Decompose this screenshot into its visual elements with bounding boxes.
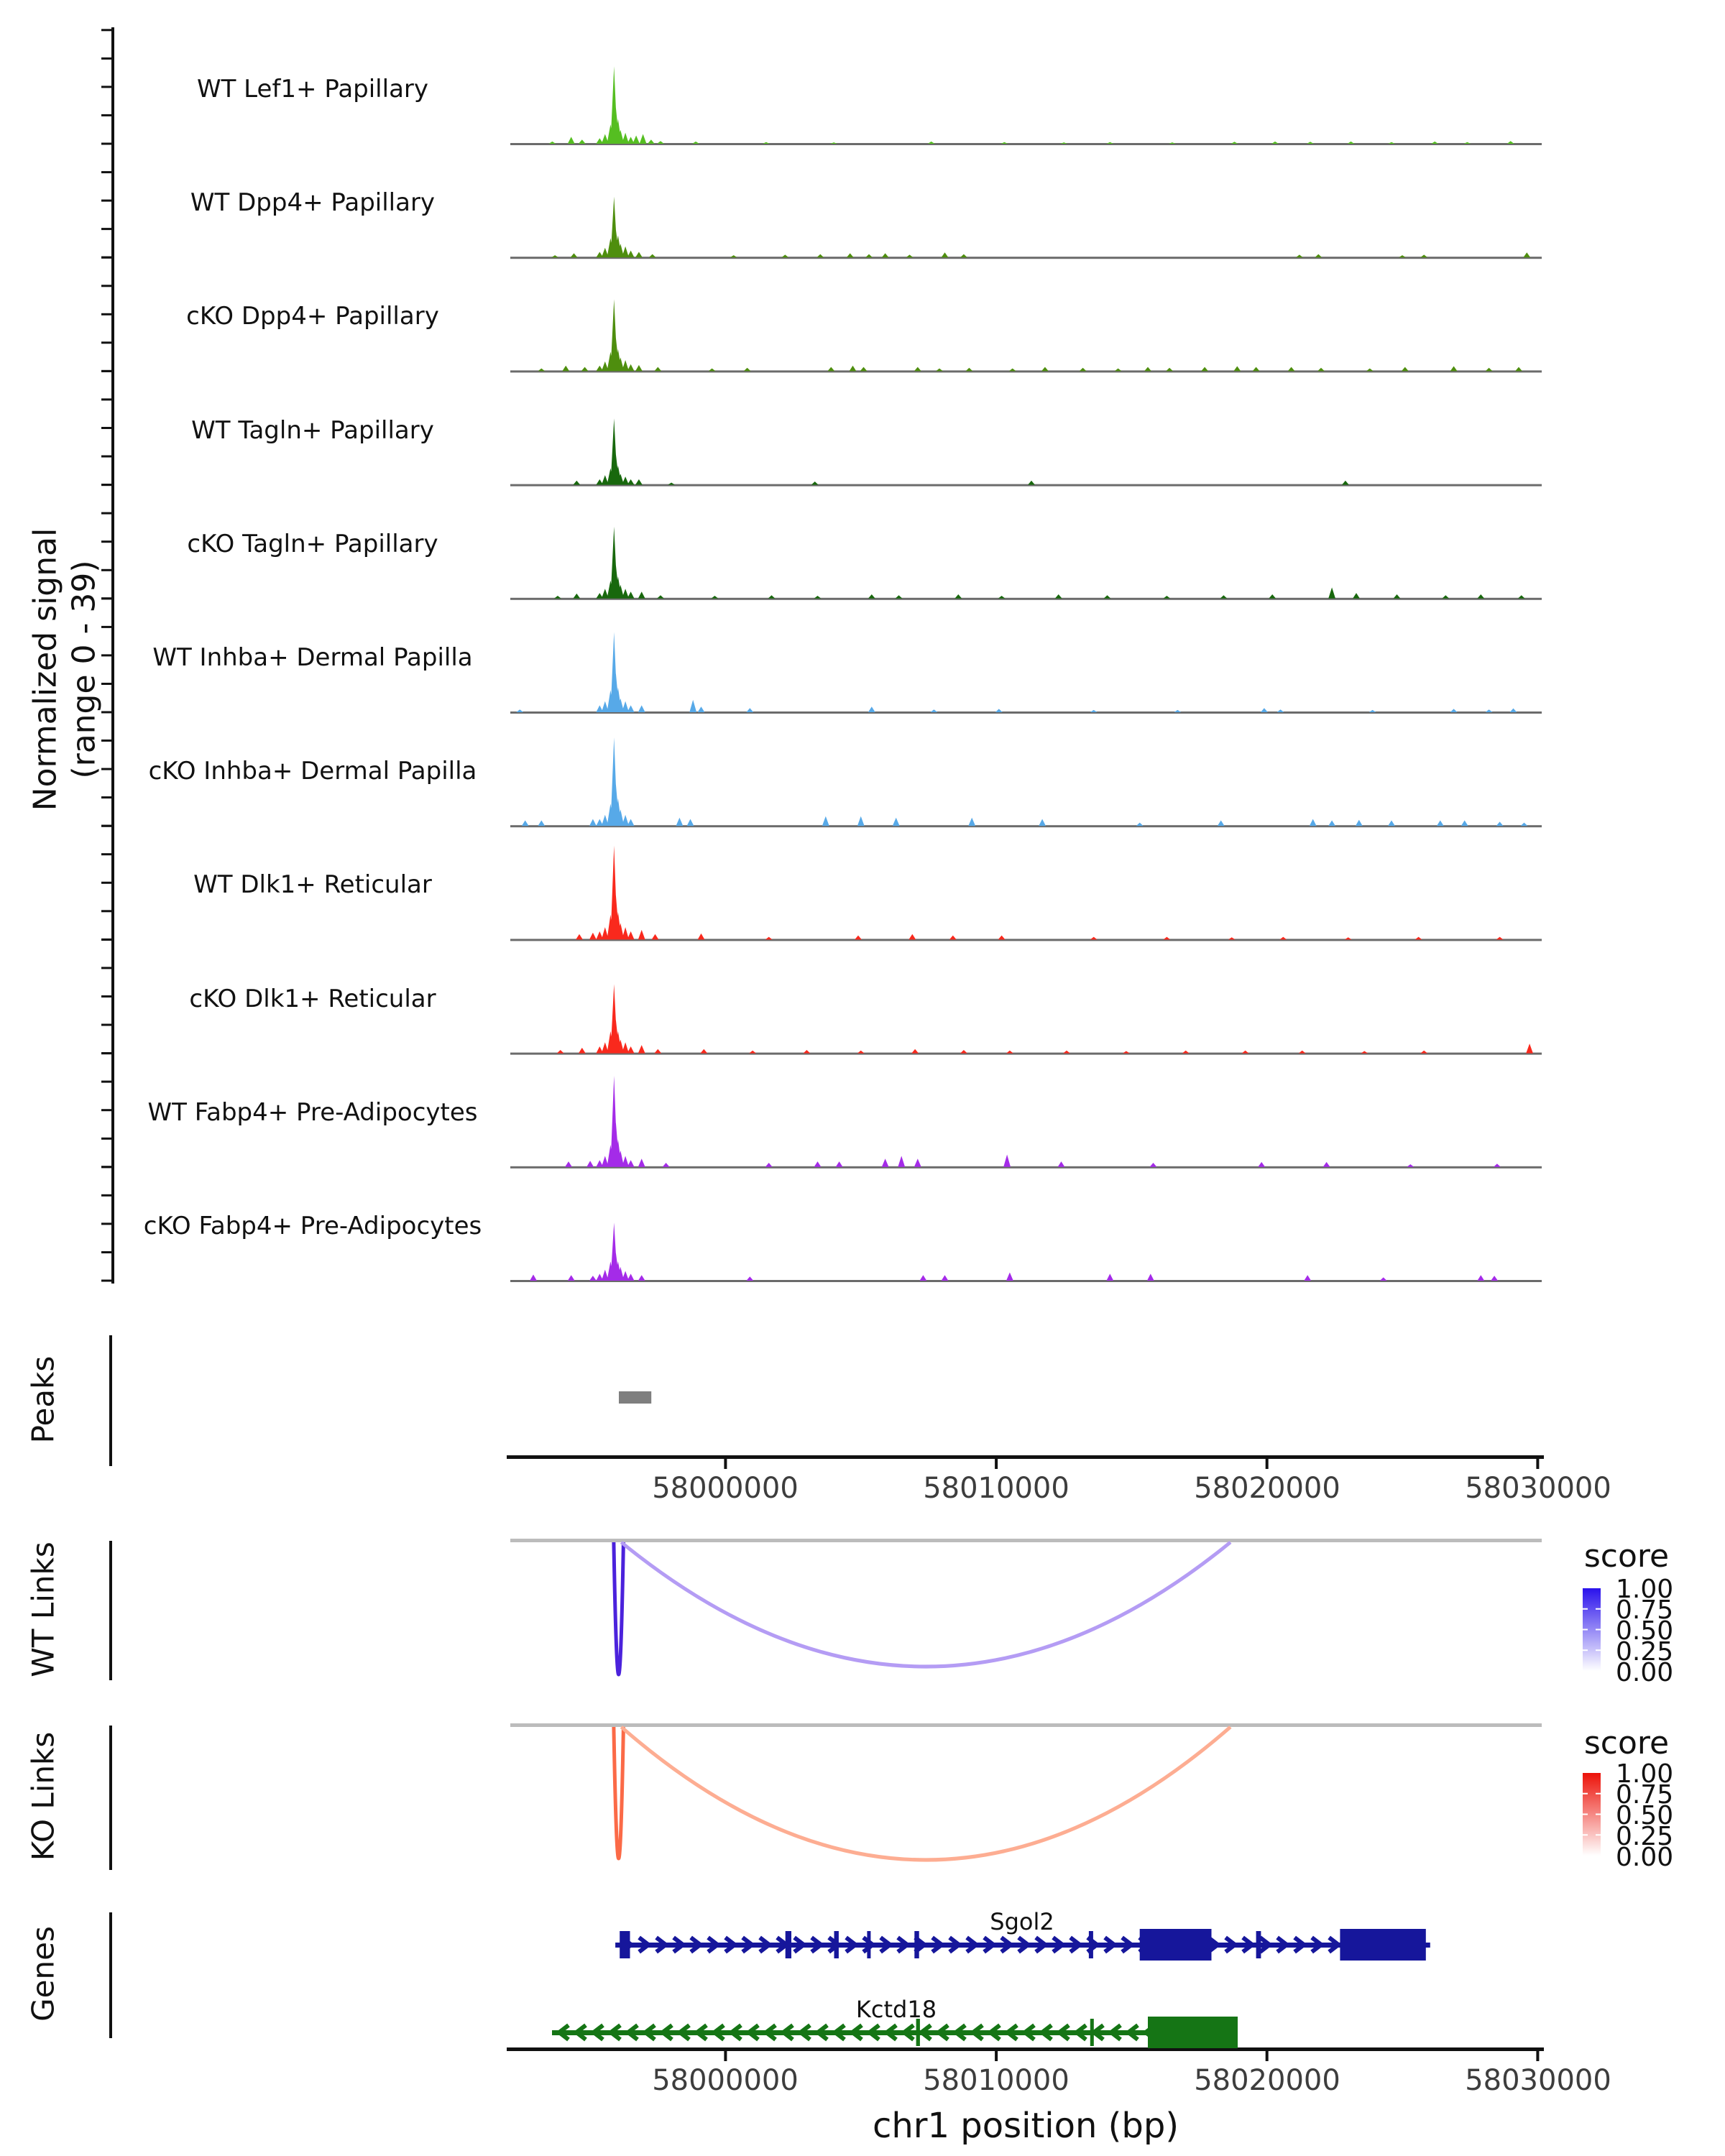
genes-axis-tick-58030000: 58030000: [1465, 2064, 1611, 2097]
wt-links-section-label: WT Links: [25, 1542, 61, 1677]
wt-score-legend-title: score: [1583, 1538, 1670, 1575]
peaks-axis-tick-58000000: 58000000: [652, 1472, 799, 1505]
ko-score-0.75: 0.75: [1616, 1780, 1674, 1810]
signal-area-8: [510, 984, 1542, 1053]
ko-links-section-label: KO Links: [25, 1731, 61, 1861]
genes-x-axis: [507, 2047, 1544, 2061]
wt-score-1.00: 1.00: [1616, 1575, 1674, 1604]
coverage-track-2: [510, 299, 1542, 372]
peaks-bracket: [109, 1335, 112, 1466]
coverage-track-8: [510, 984, 1542, 1054]
track-label-wt-dpp4: WT Dpp4+ Papillary: [190, 188, 436, 217]
x-axis-title: chr1 position (bp): [872, 2106, 1179, 2146]
wt-links-track-arc-0: [614, 1542, 624, 1674]
genes-section-label: Genes: [25, 1926, 61, 2022]
track-label-wt-fabp4: WT Fabp4+ Pre-Adipocytes: [147, 1098, 478, 1127]
genes-axis-tick-58020000: 58020000: [1194, 2064, 1340, 2097]
signal-area-4: [510, 527, 1542, 599]
track-label-cko-fabp4: cKO Fabp4+ Pre-Adipocytes: [143, 1212, 482, 1240]
signal-area-2: [510, 299, 1542, 371]
coverage-track-7: [510, 846, 1542, 941]
coverage-track-6: [510, 737, 1542, 827]
signal-area-10: [510, 1222, 1542, 1281]
wt-score-0.00: 0.00: [1616, 1658, 1674, 1687]
coverage-track-9: [510, 1076, 1542, 1169]
peaks-x-axis: [507, 1455, 1544, 1469]
track-label-cko-dpp4: cKO Dpp4+ Papillary: [186, 302, 439, 331]
ko-links-track: [510, 1723, 1601, 1860]
signal-area-5: [510, 632, 1542, 713]
gene-label-sgol2: Sgol2: [990, 1908, 1054, 1935]
ko-score-0.50: 0.50: [1616, 1801, 1674, 1830]
wt-links-bracket: [109, 1541, 112, 1680]
genes-axis-tick-58010000: 58010000: [923, 2064, 1070, 2097]
coverage-track-5: [510, 632, 1542, 714]
peak-box: [619, 1391, 651, 1404]
signal-area-7: [510, 846, 1542, 940]
genes-axis-tick-58000000: 58000000: [652, 2064, 799, 2097]
ko-links-track-arc-1: [621, 1727, 1230, 1860]
wt-score-0.75: 0.75: [1616, 1595, 1674, 1625]
track-label-wt-lef1: WT Lef1+ Papillary: [196, 75, 429, 103]
track-label-cko-dlk1: cKO Dlk1+ Reticular: [189, 985, 436, 1013]
ko-links-track-arc-0: [614, 1727, 624, 1858]
track-label-wt-inhba: WT Inhba+ Dermal Papilla: [152, 643, 473, 672]
signal-area-0: [510, 66, 1542, 144]
wt-links-track-arc-1: [621, 1542, 1230, 1667]
coverage-track-3: [510, 418, 1542, 486]
coverage-track-4: [510, 527, 1542, 600]
track-label-wt-tagln: WT Tagln+ Papillary: [191, 416, 434, 445]
coverage-track-1: [510, 197, 1542, 259]
y-axis-label-line1: Normalized signal: [27, 528, 64, 811]
ko-links-bracket: [109, 1726, 112, 1870]
coverage-track-10: [510, 1222, 1542, 1282]
wt-links-track: [510, 1539, 1601, 1674]
coverage-track-0: [510, 66, 1542, 145]
track-label-cko-tagln: cKO Tagln+ Papillary: [187, 530, 438, 558]
wt-score-0.50: 0.50: [1616, 1616, 1674, 1646]
signal-area-9: [510, 1076, 1542, 1167]
gene-label-kctd18: Kctd18: [855, 1996, 937, 2023]
peaks-axis-tick-58010000: 58010000: [923, 1472, 1070, 1505]
track-label-wt-dlk1: WT Dlk1+ Reticular: [193, 870, 432, 899]
signal-area-6: [510, 737, 1542, 826]
track-label-cko-inhba: cKO Inhba+ Dermal Papilla: [148, 757, 477, 786]
peaks-axis-tick-58020000: 58020000: [1194, 1472, 1340, 1505]
ko-score-0.00: 0.00: [1616, 1843, 1674, 1872]
y-axis-label-line2: (range 0 - 39): [65, 560, 103, 779]
ko-score-1.00: 1.00: [1616, 1759, 1674, 1789]
wt-score-0.25: 0.25: [1616, 1637, 1674, 1667]
ko-score-0.25: 0.25: [1616, 1822, 1674, 1851]
signal-area-1: [510, 197, 1542, 258]
ko-score-legend-title: score: [1583, 1725, 1670, 1761]
peaks-section-label: Peaks: [25, 1355, 61, 1444]
genes-bracket: [109, 1912, 112, 2038]
signal-area-3: [510, 418, 1542, 484]
peaks-axis-tick-58030000: 58030000: [1465, 1472, 1611, 1505]
